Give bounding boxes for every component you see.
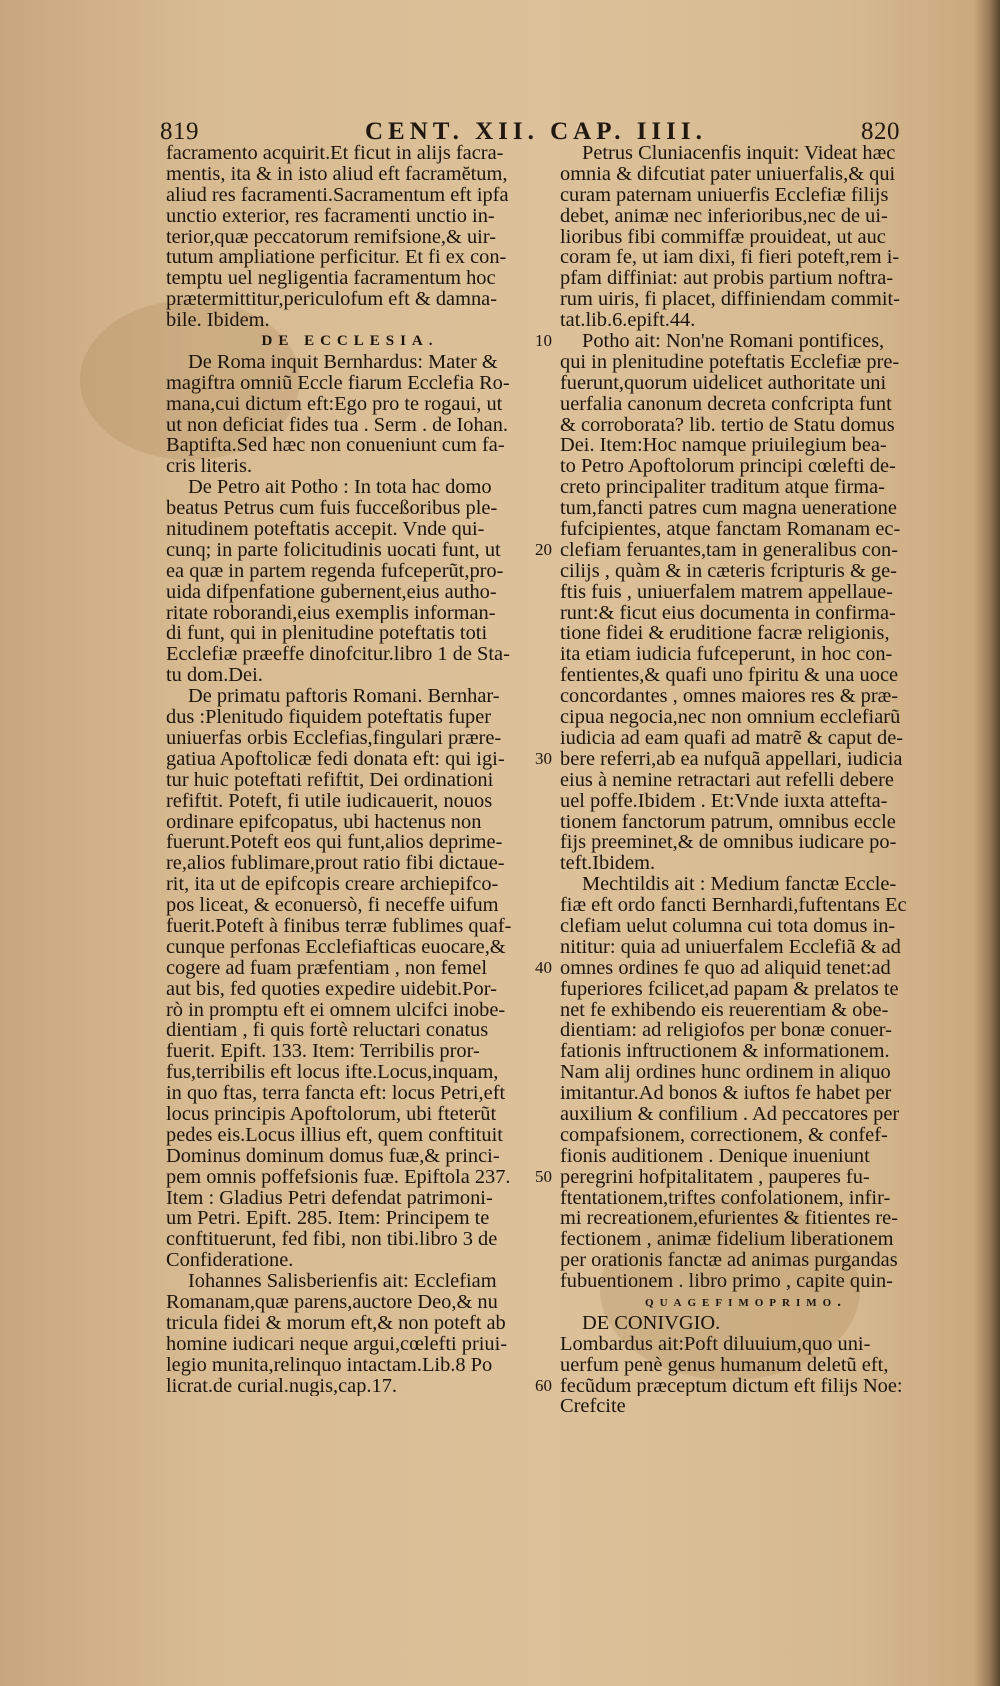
text-line: ea quæ in partem regenda fufceperũt,pro- (166, 560, 504, 582)
text-line: fuerit.Poteft à finibus terræ fublimes quaf- (166, 915, 512, 937)
text-line: compafsionem, correctionem, & confef- (560, 1124, 888, 1146)
text-line: refiftit. Poteft, fi utile iudicauerit, nouos (166, 790, 493, 812)
text-line: fuerunt.Poteft eos qui funt,alios deprime- (166, 832, 503, 854)
text-line: Item : Gladius Petri defendat patrimoni- (166, 1187, 493, 1209)
text-line: dientiam: ad religiofos per bonæ conuer- (560, 1020, 892, 1042)
section-heading: quagefimoprimo. (645, 1293, 847, 1310)
text-line: nititur: quia ad uniuerfalem Ecclefiã & ad (560, 936, 901, 958)
running-head: CENT. XII. CAP. IIII. (365, 118, 707, 145)
page-number-left: 819 (160, 118, 199, 145)
text-line: tionem fanctorum patrum, omnibus eccle (560, 811, 896, 833)
text-line: Romanam,quæ parens,auctore Deo,& nu (166, 1291, 498, 1313)
text-line: rò in promptu eft ei omnem ulcifci inobe- (166, 999, 506, 1021)
text-line: ut non deficiat fides tua . Serm . de Iohan. (166, 414, 509, 436)
text-line: magiftra omniũ Eccle fiarum Ecclefia Ro- (166, 372, 510, 394)
text-line: mana,cui dictum eft:Ego pro te rogaui, ut (166, 393, 503, 415)
text-line: aut bis, fed quoties expedire uidebit.Por- (166, 978, 497, 1000)
text-line: coram fe, ut iam dixi, fi fieri poteft,rem i- (560, 247, 900, 269)
text-line: fijs preeminet,& de omnibus iudicare po- (560, 832, 897, 854)
text-line: tione fidei & eruditione facræ religionis, (560, 623, 890, 645)
text-line: cipua negocia,nec non omnium ecclefiarũ (560, 707, 901, 728)
text-line: De Petro ait Potho : In tota hac domo (188, 477, 492, 499)
text-line: fus,terribilis eft locus ifte.Locus,inquam, (166, 1062, 499, 1084)
text-line: runt:& ficut eius documenta in confirma- (560, 602, 896, 624)
text-line: aliud res facramenti.Sacramentum eft ipfa (166, 184, 509, 206)
text-line: rit, ita ut de epifcopis creare archiepifco- (166, 874, 499, 896)
text-line: nitudinem poteftatis accepit. Vnde qui- (166, 519, 485, 540)
text-line: Crefcite (560, 1396, 626, 1418)
text-line: uerfalia canonum decreta confcripta funt (560, 393, 892, 415)
text-line: lioribus fibi commiffæ prouideat, ut auc (560, 226, 886, 248)
text-line: bere referri,ab ea nufquã appellari, iudicia (560, 748, 903, 770)
text-line: Iohannes Salisberienfis ait: Ecclefiam (188, 1271, 497, 1292)
text-line: cilijs , quàm & in cæteris fcripturis & ge- (560, 560, 897, 582)
text-line: uniuerfas orbis Ecclefias,fingulari prære- (166, 727, 502, 749)
text-line: clefiam uelut columna cui tota domus in- (560, 915, 896, 937)
text-line: homine iudicari neque argui,cœlefti priui- (166, 1333, 508, 1355)
text-line: Baptifta.Sed hæc non conueniunt cum fa- (166, 435, 505, 457)
text-line: tutum ampliatione perficitur. Et fi ex con- (166, 247, 507, 269)
text-line: pedes eis.Locus illius eft, quem conftituit (166, 1124, 503, 1146)
text-line: iudicia ad eam quafi ad matrẽ & caput de- (560, 727, 904, 749)
text-line: fufcipientes, atque fanctam Romanam ec- (560, 519, 901, 540)
text-line: in quo ftas, terra fancta eft: locus Petri,eft (166, 1083, 506, 1104)
left-column (166, 143, 534, 1396)
text-line: tur huic poteftati refiftit, Dei ordinationi (166, 769, 494, 791)
text-line: & corroborata? lib. tertio de Statu domus (560, 414, 895, 436)
text-line: ordinare epifcopatus, ubi hactenus non (166, 811, 482, 833)
text-line: cogere ad fuam præfentiam , non femel (166, 957, 488, 979)
margin-line-number: 50 (535, 1167, 552, 1187)
text-line: Confideratione. (166, 1250, 294, 1272)
text-line: Potho ait: Non'ne Romani pontifices, (582, 331, 885, 352)
text-line: gatiua Apoftolicæ fedi donata eft: qui igi- (166, 748, 505, 770)
text-line: rum uiris, fi placet, diffiniendam commit- (560, 289, 900, 311)
text-line: terior,quæ peccatorum remifsione,& uir- (166, 226, 497, 248)
text-line: qui in plenitudine poteftatis Ecclefiæ pre- (560, 351, 900, 373)
text-line: cunq; in parte folicitudinis uocati funt, ut (166, 539, 501, 561)
text-line: teft.Ibidem. (560, 853, 656, 875)
margin-line-number: 60 (535, 1376, 552, 1396)
text-line: uel poffe.Ibidem . Et:Vnde iuxta attefta- (560, 790, 888, 812)
text-line: net fe exhibendo eis reuerentiam & obe- (560, 999, 889, 1021)
text-line: um Petri. Epift. 285. Item: Principem te (166, 1208, 490, 1230)
text-line: debet, animæ nec inferioribus,nec de ui- (560, 205, 888, 227)
margin-line-number: 40 (535, 958, 552, 978)
text-line: di funt, qui in plenitudine poteftatis toti (166, 623, 488, 645)
text-line: curam paternam uniuerfis Ecclefiæ filijs (560, 184, 889, 206)
text-line: fuerunt,quorum uidelicet authoritate uni (560, 372, 887, 394)
text-line: omnes ordines fe quo ad aliquid tenet:ad (560, 957, 891, 979)
text-line: auxilium & confilium . Ad peccatores per (560, 1103, 900, 1125)
text-line: DE CONIVGIO. (582, 1312, 721, 1334)
text-line: Mechtildis ait : Medium fanctæ Eccle- (582, 874, 897, 896)
text-line: tat.lib.6.epift.44. (560, 310, 696, 332)
text-line: Dominus dominum domus fuæ,& princi- (166, 1145, 500, 1167)
text-line: re,alios fublimare,prout ratio fibi dictaue- (166, 853, 505, 875)
text-line: temptu uel negligentia facramentum hoc (166, 268, 496, 290)
text-line: Ecclefiæ præeffe dinofcitur.libro 1 de Sta- (166, 644, 510, 666)
text-line: licrat.de curial.nugis,cap.17. (166, 1375, 398, 1397)
text-line: locus principis Apoftolorum, ubi fteterũt (166, 1103, 497, 1125)
text-line: dus :Plenitudo fiquidem poteftatis fuper (166, 707, 492, 728)
text-line: pos liceat, & econuersò, fi neceffe uifum (166, 895, 499, 916)
text-line: prætermittitur,periculofum eft & damna- (166, 289, 497, 311)
text-line: Nam alij ordines hunc ordinem in aliquo (560, 1062, 891, 1084)
text-line: fiæ eft ordo fancti Bernhardi,fuftentans Ec (560, 895, 907, 916)
text-line: legio munita,relinquo intactam.Lib.8 Po (166, 1354, 493, 1376)
right-column (560, 143, 932, 1417)
text-line: fuerit. Epift. 133. Item: Terribilis pror- (166, 1041, 480, 1063)
margin-line-number: 30 (535, 749, 552, 769)
text-line: Dei. Item:Hoc namque priuilegium bea- (560, 435, 887, 457)
text-line: creto principaliter traditum atque firma- (560, 477, 885, 499)
text-line: conftituerunt, fed fibi, non tibi.libro 3 de (166, 1229, 498, 1251)
text-line: uerfum penè genus humanum deletũ eft, (560, 1354, 889, 1376)
text-line: cunque perfonas Ecclefiafticas euocare,& (166, 936, 506, 958)
text-line: clefiam feruantes,tam in generalibus con- (560, 539, 898, 561)
text-line: fentientes,& quafi uno fpiritu & una uoce (560, 665, 899, 687)
text-line: ftis fuis , uniuerfalem matrem appellaue- (560, 581, 893, 603)
text-line: ritate roborandi,eius exemplis informan- (166, 602, 496, 624)
text-line: dientiam , fi quis fortè reluctari conatus (166, 1020, 489, 1042)
text-line: beatus Petrus cum fuis fucceßoribus ple- (166, 498, 498, 520)
text-line: De primatu paftoris Romani. Bernhar- (188, 686, 500, 708)
text-line: per orationis fanctæ ad animas purgandas (560, 1250, 898, 1272)
text-line: to Petro Apoftolorum principi cœlefti de- (560, 456, 896, 478)
text-line: mi recreationem,efurientes & fitientes re- (560, 1208, 898, 1230)
text-line: fuperiores fcilicet,ad papam & prelatos te (560, 978, 899, 1000)
text-line: bile. Ibidem. (166, 310, 270, 332)
text-line: ftentationem,triftes confolationem, infir- (560, 1187, 891, 1209)
text-line: peregrini hofpitalitatem , pauperes fu- (560, 1166, 870, 1188)
book-spine-shadow (974, 0, 1000, 1686)
text-line: fionis auditionem . Denique inueniunt (560, 1145, 870, 1167)
text-line: omnia & difcutiat pater uniuerfalis,& qui (560, 163, 896, 185)
text-line: Lombardus ait:Poft diluuium,quo uni- (560, 1333, 871, 1355)
text-line: fectionem , animæ fidelium liberationem (560, 1229, 894, 1251)
text-line: concordantes , omnes maiores res & præ- (560, 686, 899, 708)
text-line: ita etiam iudicia fufceperunt, in hoc con- (560, 644, 893, 666)
text-line: tum,fancti patres cum magna ueneratione (560, 498, 897, 520)
text-line: pfam diffiniat: aut probis partium noftra- (560, 268, 894, 290)
margin-line-number: 10 (535, 331, 552, 351)
text-line: De Roma inquit Bernhardus: Mater & (188, 351, 498, 373)
text-line: imitantur.Ad bonos & iuftos fe habet per (560, 1083, 892, 1104)
text-line: unctio exterior, res facramenti unctio in- (166, 205, 495, 227)
text-line: uida difpenfatione gubernent,eius autho- (166, 581, 497, 603)
text-line: Petrus Cluniacenfis inquit: Videat hæc (582, 143, 896, 164)
text-line: eius à nemine retractari aut refelli debere (560, 769, 894, 791)
text-line: fecũdum præceptum dictum eft filijs Noe: (560, 1375, 903, 1397)
margin-line-number: 20 (535, 540, 552, 560)
text-line: mentis, ita & in isto aliud eft facramĕtum, (166, 163, 508, 185)
text-line: fationis inftructionem & informationem. (560, 1041, 890, 1063)
text-line: tu dom.Dei. (166, 665, 263, 687)
text-line: facramento acquirit.Et ficut in alijs facra- (166, 143, 504, 164)
section-heading: DE ECCLESIA. (261, 333, 439, 350)
text-line: cris literis. (166, 456, 253, 478)
page-number-right: 820 (861, 118, 900, 145)
text-line: pem omnis poffefsionis fuæ. Epiftola 237. (166, 1166, 511, 1188)
text-line: tricula fidei & morum eft,& non poteft ab (166, 1312, 506, 1334)
text-line: fubuentionem . libro primo , capite quin- (560, 1271, 893, 1292)
